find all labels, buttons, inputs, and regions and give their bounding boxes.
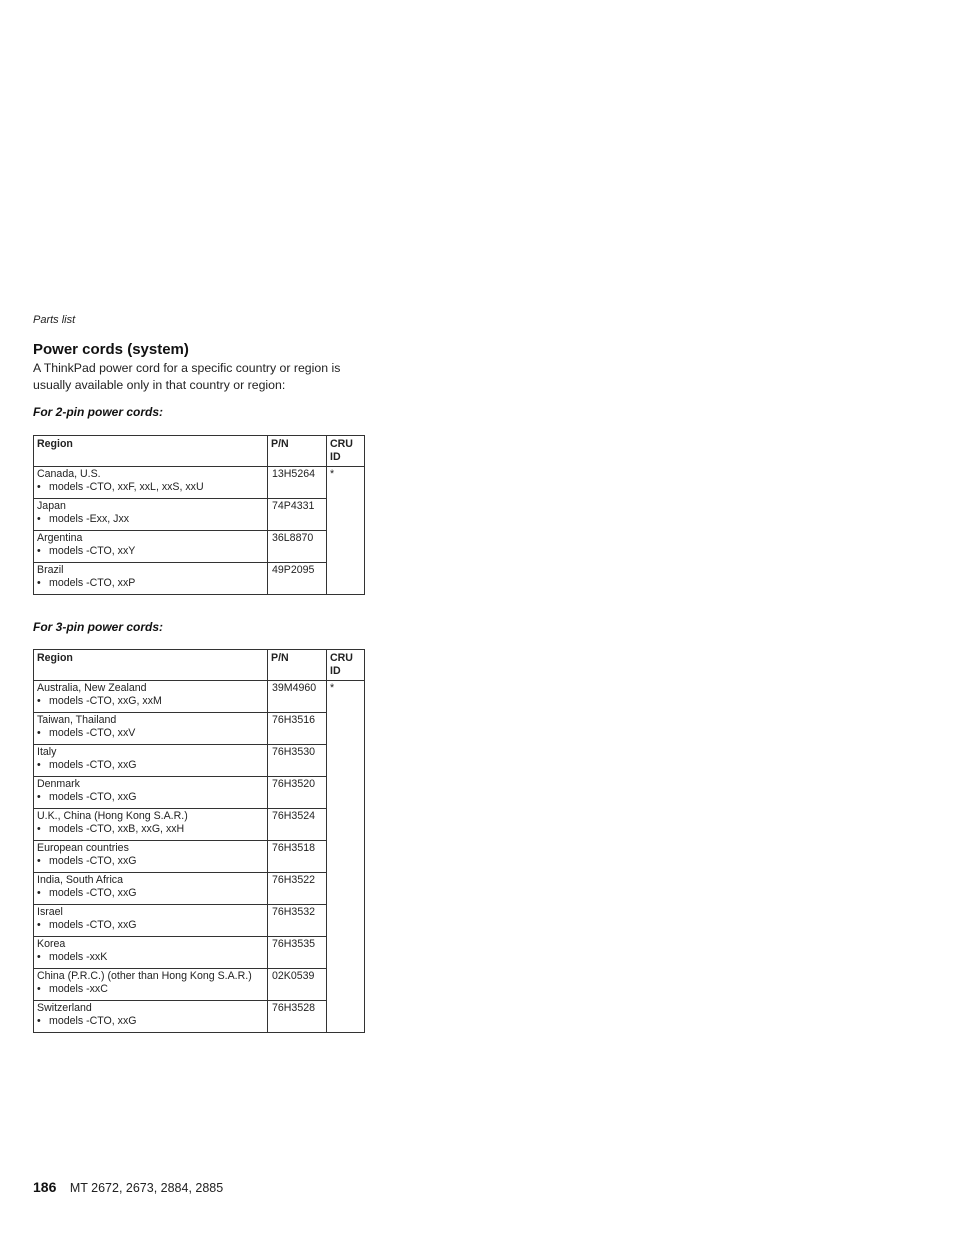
bullet-icon: • [37, 480, 41, 493]
model-list-item [37, 759, 264, 772]
model-text: models -CTO, xxF, xxL, xxS, xxU [49, 480, 204, 493]
table-row [34, 905, 365, 937]
model-list-item [37, 481, 264, 494]
bullet-icon: • [37, 982, 41, 995]
region-cell [34, 681, 268, 713]
table-row [34, 809, 365, 841]
region-cell [34, 713, 268, 745]
bullet-icon: • [37, 790, 41, 803]
bullet-icon: • [37, 854, 41, 867]
bullet-icon: • [37, 726, 41, 739]
bullet-icon: • [37, 1014, 41, 1027]
table-row [34, 499, 365, 531]
region-name: Canada, U.S. [37, 468, 101, 480]
running-head: Parts list [33, 314, 76, 326]
part-number-cell: 76H3522 [268, 873, 327, 905]
model-list-item [37, 545, 264, 558]
region-cell [34, 873, 268, 905]
bullet-icon: • [37, 694, 41, 707]
part-number-cell: 76H3518 [268, 841, 327, 873]
table-row [34, 681, 365, 713]
model-text: models -CTO, xxG [49, 758, 137, 771]
part-number-cell: 76H3532 [268, 905, 327, 937]
bullet-icon: • [37, 822, 41, 835]
model-list-item [37, 577, 264, 590]
part-number-cell: 74P4331 [268, 499, 327, 531]
cru-id-cell: * [327, 467, 365, 595]
column-header-pn: P/N [268, 650, 327, 681]
table-header-row [34, 650, 365, 681]
model-list-item [37, 855, 264, 868]
column-header-pn: P/N [268, 436, 327, 467]
region-name: European countries [37, 842, 129, 854]
model-text: models -CTO, xxG [49, 790, 137, 803]
part-number-cell: 76H3516 [268, 713, 327, 745]
bullet-icon: • [37, 576, 41, 589]
model-text: models -CTO, xxB, xxG, xxH [49, 822, 185, 835]
region-cell [34, 777, 268, 809]
two-pin-heading: For 2-pin power cords: [33, 405, 164, 419]
table-header-row [34, 436, 365, 467]
model-text: models -CTO, xxG [49, 854, 137, 867]
part-number-cell: 36L8870 [268, 531, 327, 563]
part-number-cell: 76H3528 [268, 1001, 327, 1033]
model-list-item [37, 823, 264, 836]
model-text: models -xxC [49, 982, 108, 995]
region-name: Denmark [37, 778, 80, 790]
table-row [34, 969, 365, 1001]
column-header-cru-id: CRU ID [327, 436, 365, 467]
region-name: Brazil [37, 564, 64, 576]
model-list-item [37, 695, 264, 708]
three-pin-table [33, 649, 365, 1033]
model-list-item [37, 727, 264, 740]
column-header-region: Region [34, 650, 268, 681]
bullet-icon: • [37, 886, 41, 899]
part-number-cell: 76H3530 [268, 745, 327, 777]
section-title: Power cords (system) [33, 341, 189, 358]
model-text: models -CTO, xxG, xxM [49, 694, 162, 707]
region-name: Australia, New Zealand [37, 682, 147, 694]
model-text: models -CTO, xxG [49, 1014, 137, 1027]
table-row [34, 745, 365, 777]
model-list-item [37, 513, 264, 526]
region-cell [34, 499, 268, 531]
region-name: Switzerland [37, 1002, 92, 1014]
model-text: models -CTO, xxP [49, 576, 136, 589]
region-name: Korea [37, 938, 66, 950]
region-name: China (P.R.C.) (other than Hong Kong S.A.R.) [37, 970, 252, 982]
model-list-item [37, 983, 264, 996]
table-row [34, 1001, 365, 1033]
region-name: U.K., China (Hong Kong S.A.R.) [37, 810, 188, 822]
bullet-icon: • [37, 950, 41, 963]
column-header-cru-id: CRU ID [327, 650, 365, 681]
part-number-cell: 76H3524 [268, 809, 327, 841]
table-row [34, 777, 365, 809]
model-text: models -Exx, Jxx [49, 512, 130, 525]
region-cell [34, 531, 268, 563]
model-text: models -CTO, xxY [49, 544, 136, 557]
model-list-item [37, 791, 264, 804]
bullet-icon: • [37, 512, 41, 525]
model-text: models -CTO, xxV [49, 726, 136, 739]
machine-types: MT 2672, 2673, 2884, 2885 [69, 1181, 224, 1195]
region-cell [34, 745, 268, 777]
two-pin-table [33, 435, 365, 595]
table-row [34, 873, 365, 905]
table-row [34, 467, 365, 499]
region-cell [34, 905, 268, 937]
page-number: 186 [33, 1179, 57, 1195]
page-footer [33, 1179, 223, 1195]
model-text: models -CTO, xxG [49, 918, 137, 931]
table-row [34, 713, 365, 745]
column-header-region: Region [34, 436, 268, 467]
region-cell [34, 841, 268, 873]
region-name: Argentina [37, 532, 83, 544]
cru-id-cell: * [327, 681, 365, 1033]
region-cell [34, 1001, 268, 1033]
region-name: Taiwan, Thailand [37, 714, 117, 726]
region-name: Israel [37, 906, 63, 918]
table-row [34, 563, 365, 595]
table-row [34, 841, 365, 873]
region-name: Italy [37, 746, 57, 758]
region-cell [34, 467, 268, 499]
table-row [34, 531, 365, 563]
part-number-cell: 13H5264 [268, 467, 327, 499]
region-cell [34, 969, 268, 1001]
intro-paragraph: A ThinkPad power cord for a specific country or region is usually available only in that country or region: [33, 361, 341, 392]
table-row [34, 937, 365, 969]
bullet-icon: • [37, 918, 41, 931]
region-cell [34, 937, 268, 969]
model-list-item [37, 887, 264, 900]
bullet-icon: • [37, 544, 41, 557]
model-list-item [37, 951, 264, 964]
model-list-item [37, 1015, 264, 1028]
part-number-cell: 49P2095 [268, 563, 327, 595]
region-name: Japan [37, 500, 66, 512]
part-number-cell: 39M4960 [268, 681, 327, 713]
bullet-icon: • [37, 758, 41, 771]
part-number-cell: 76H3520 [268, 777, 327, 809]
region-cell [34, 809, 268, 841]
model-list-item [37, 919, 264, 932]
region-cell [34, 563, 268, 595]
three-pin-heading: For 3-pin power cords: [33, 620, 164, 634]
model-text: models -CTO, xxG [49, 886, 137, 899]
model-text: models -xxK [49, 950, 108, 963]
part-number-cell: 76H3535 [268, 937, 327, 969]
part-number-cell: 02K0539 [268, 969, 327, 1001]
region-name: India, South Africa [37, 874, 123, 886]
